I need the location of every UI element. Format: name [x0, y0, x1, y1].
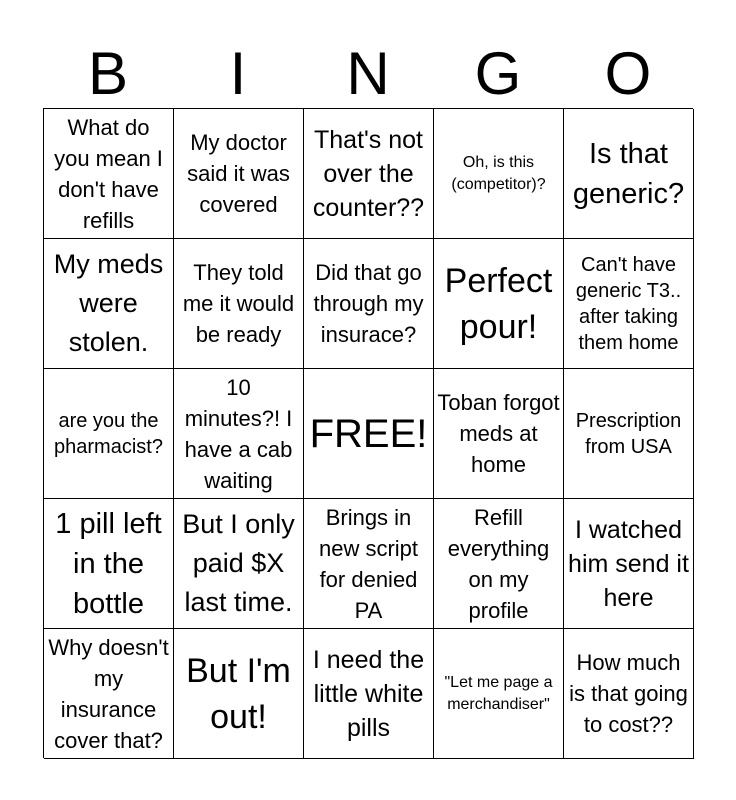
bingo-cell[interactable]: [174, 239, 304, 369]
cell-text: How much is that going to cost??: [569, 650, 688, 737]
bingo-cell[interactable]: [174, 369, 304, 499]
bingo-cell[interactable]: [44, 499, 174, 629]
header-letter-b: B: [87, 40, 129, 107]
cell-text: Oh, is this (competitor)?: [451, 153, 546, 193]
bingo-card-grid: [43, 108, 693, 758]
bingo-cell[interactable]: [434, 499, 564, 629]
cell-text: Is that generic?: [572, 137, 685, 210]
cell-text: Can't have generic T3.. after taking them home: [575, 253, 682, 354]
bingo-cell[interactable]: [304, 499, 434, 629]
cell-text: My meds were stolen.: [53, 249, 164, 357]
cell-text: I need the little white pills: [312, 645, 425, 742]
cell-text: But I only paid $X last time.: [182, 509, 295, 617]
bingo-cell[interactable]: [564, 629, 694, 759]
cell-text: Refill everything on my profile: [447, 504, 550, 623]
cell-text: But I'm out!: [186, 651, 291, 736]
header-letter-n: N: [346, 40, 390, 107]
cell-text: That's not over the counter??: [312, 125, 425, 222]
cell-text: I watched him send it here: [568, 515, 689, 612]
cell-text: "Let me page a merchandiser": [444, 673, 553, 713]
cell-text: They told me it would be ready: [182, 260, 295, 347]
header-letter-i: I: [229, 40, 247, 107]
bingo-cell[interactable]: [174, 109, 304, 239]
cell-text: Did that go through my insurace?: [313, 260, 424, 347]
bingo-cell[interactable]: [564, 239, 694, 369]
bingo-cell[interactable]: [564, 499, 694, 629]
bingo-cell[interactable]: [304, 629, 434, 759]
header-letter-o: O: [604, 40, 652, 107]
bingo-header: [43, 40, 693, 108]
free-space-cell[interactable]: [304, 369, 434, 499]
bingo-cell[interactable]: [434, 109, 564, 239]
cell-text: are you the pharmacist?: [54, 409, 163, 458]
cell-text: Toban forgot meds at home: [437, 390, 560, 477]
bingo-cell[interactable]: [174, 499, 304, 629]
cell-text: Brings in new script for denied PA: [318, 504, 419, 623]
bingo-cell[interactable]: [44, 629, 174, 759]
cell-text: 10 minutes?! I have a cab waiting: [184, 374, 293, 493]
bingo-cell[interactable]: [44, 239, 174, 369]
cell-text: Perfect pour!: [444, 261, 553, 346]
bingo-cell[interactable]: [44, 369, 174, 499]
cell-text: Why doesn't my insurance cover that?: [48, 634, 169, 753]
free-space-text: FREE!: [309, 411, 428, 456]
bingo-cell[interactable]: [434, 629, 564, 759]
cell-text: My doctor said it was covered: [187, 130, 290, 217]
bingo-cell[interactable]: [434, 239, 564, 369]
cell-text: 1 pill left in the bottle: [55, 507, 162, 620]
bingo-cell[interactable]: [304, 239, 434, 369]
bingo-cell[interactable]: [304, 109, 434, 239]
bingo-cell[interactable]: [564, 369, 694, 499]
cell-text: What do you mean I don't have refills: [54, 114, 163, 233]
bingo-cell[interactable]: [434, 369, 564, 499]
bingo-cell[interactable]: [174, 629, 304, 759]
bingo-cell[interactable]: [564, 109, 694, 239]
bingo-cell[interactable]: [44, 109, 174, 239]
header-letter-g: G: [474, 40, 522, 107]
cell-text: Prescription from USA: [575, 409, 682, 458]
